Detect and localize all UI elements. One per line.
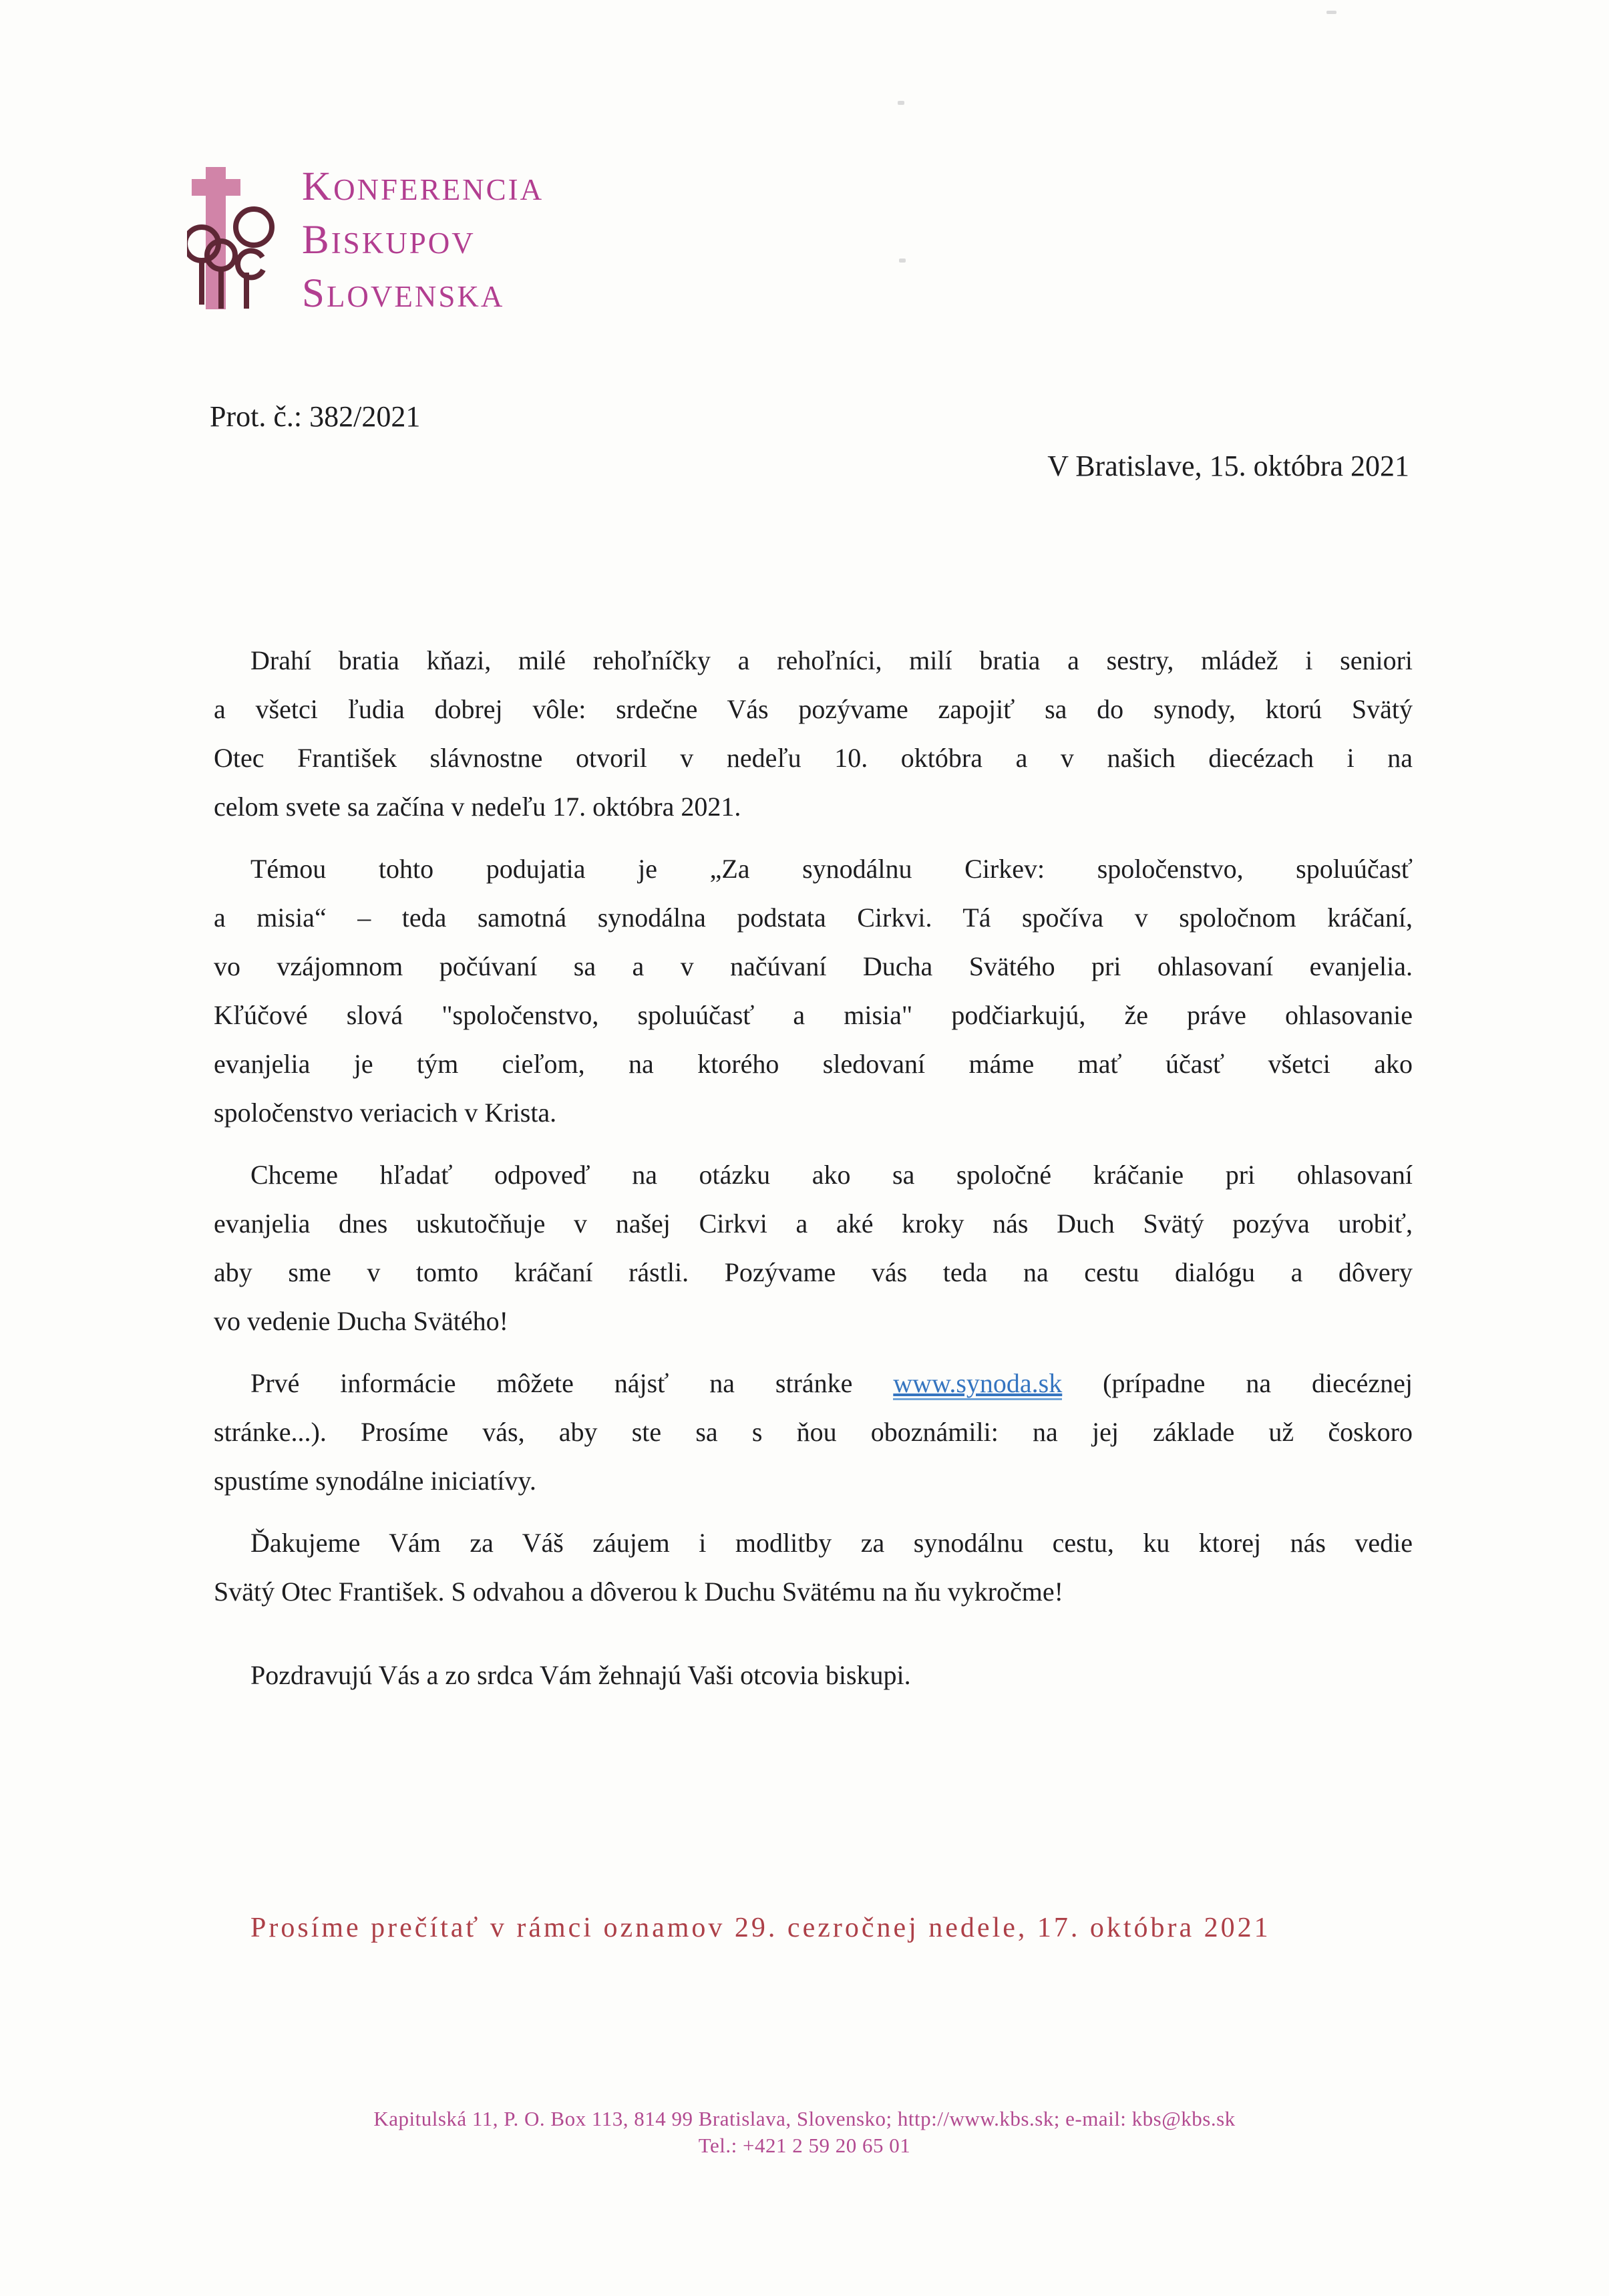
- paragraph-greeting: [214, 636, 1413, 831]
- footer-phone: Tel.: +421 2 59 20 65 01: [698, 2134, 911, 2157]
- org-name-line: SLOVENSKA: [302, 271, 505, 316]
- paragraph-invitation: [214, 1150, 1413, 1345]
- text-line-with-link: [214, 1359, 1413, 1408]
- footer: [0, 2106, 1609, 2159]
- org-name-line: KONFERENCIA: [302, 164, 544, 209]
- footer-address: Kapitulská 11, P. O. Box 113, 814 99 Bratislava, Slovensko; http://www.kbs.sk; e-mail: kbs@kbs.sk: [373, 2107, 1236, 2130]
- text-line: Kľúčové slová "spoločenstvo, spoluúčasť a misia" podčiarkujú, že práve ohlasovanie: [214, 1000, 1413, 1030]
- org-name-line: BISKUPOV: [302, 218, 476, 263]
- paragraph-theme: [214, 844, 1413, 1137]
- text-line: a misia“ – teda samotná synodálna podstata Cirkvi. Tá spočíva v spoločnom kráčaní,: [214, 903, 1413, 933]
- org-name: [302, 162, 544, 322]
- text-line: Pozdravujú Vás a zo srdca Vám žehnajú Vaši otcovia biskupi.: [250, 1660, 911, 1690]
- scan-artifact: [899, 259, 906, 263]
- scan-artifact: [1326, 11, 1336, 14]
- paragraph-website: [214, 1359, 1413, 1505]
- link-line-pre: Prvé informácie môžete nájsť na stránke: [250, 1368, 894, 1398]
- text-line: Drahí bratia kňazi, milé rehoľníčky a rehoľníci, milí bratia a sestry, mládež i seniori: [250, 645, 1413, 675]
- text-line: vo vedenie Ducha Svätého!: [214, 1306, 508, 1336]
- announcement-note: Prosíme prečítať v rámci oznamov 29. cezročnej nedele, 17. októbra 2021: [250, 1913, 1271, 1943]
- text-line: celom svete sa začína v nedeľu 17. októbra 2021.: [214, 792, 741, 822]
- text-line: aby sme v tomto kráčaní rástli. Pozývame vás teda na cestu dialógu a dôvery: [214, 1257, 1413, 1287]
- kbs-logo-icon: [187, 164, 277, 311]
- text-line: Ďakujeme Vám za Váš záujem i modlitby za synodálnu cestu, ku ktorej nás vedie: [250, 1528, 1413, 1558]
- letter-body: [214, 636, 1413, 1699]
- text-line: spoločenstvo veriacich v Krista.: [214, 1098, 557, 1128]
- text-line: evanjelia je tým cieľom, na ktorého sledovaní máme mať účasť všetci ako: [214, 1049, 1413, 1079]
- text-line: a všetci ľudia dobrej vôle: srdečne Vás pozývame zapojiť sa do synody, ktorú Svätý: [214, 694, 1413, 724]
- dateline: V Bratislave, 15. októbra 2021: [1047, 450, 1409, 482]
- text-line: Svätý Otec František. S odvahou a dôverou k Duchu Svätému na ňu vykročme!: [214, 1577, 1063, 1607]
- paragraph-blessing: [214, 1651, 1413, 1699]
- text-line: Témou tohto podujatia je „Za synodálnu Cirkev: spoločenstvo, spoluúčasť: [250, 854, 1413, 884]
- text-line: evanjelia dnes uskutočňuje v našej Cirkvi a aké kroky nás Duch Svätý pozýva urobiť,: [214, 1208, 1413, 1239]
- text-line: stránke...). Prosíme vás, aby ste sa s ňou oboznámili: na jej základe už čoskoro: [214, 1417, 1413, 1447]
- protocol-number: Prot. č.: 382/2021: [210, 400, 421, 433]
- link-line-post: (prípadne na diecéznej: [1062, 1368, 1413, 1398]
- text-line: Chceme hľadať odpoveď na otázku ako sa spoločné kráčanie pri ohlasovaní: [250, 1160, 1413, 1190]
- synoda-link[interactable]: www.synoda.sk: [893, 1368, 1062, 1400]
- text-line: Otec František slávnostne otvoril v nedeľu 10. októbra a v našich diecézach i na: [214, 743, 1413, 773]
- paragraph-thanks: [214, 1518, 1413, 1616]
- text-line: vo vzájomnom počúvaní sa a v načúvaní Ducha Svätého pri ohlasovaní evanjelia.: [214, 951, 1413, 981]
- text-line: spustíme synodálne iniciatívy.: [214, 1466, 536, 1496]
- scan-artifact: [898, 101, 904, 105]
